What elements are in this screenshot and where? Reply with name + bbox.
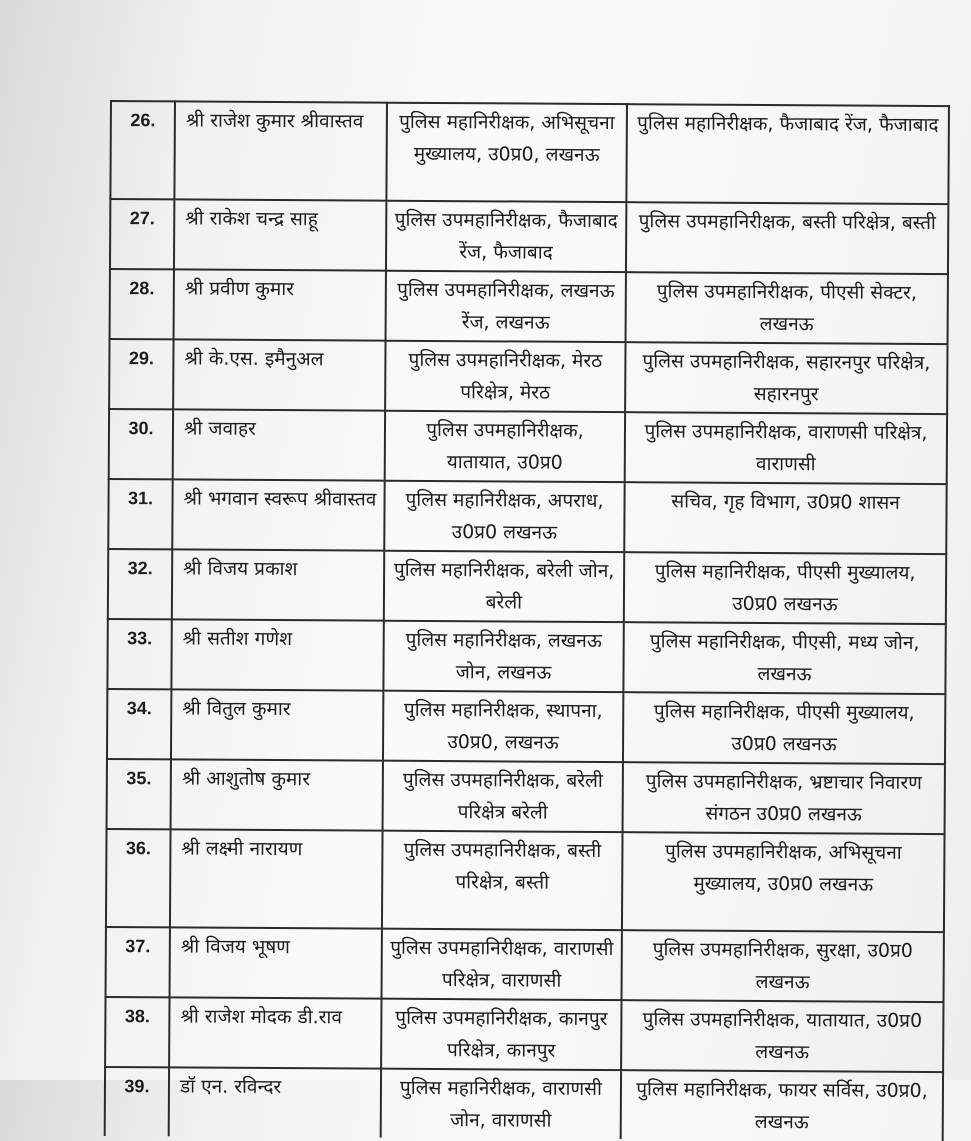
- officer-name-cell: श्री राजेश मोदक डी.राव: [169, 997, 381, 1068]
- officer-name-cell: श्री राकेश चन्द्र साहू: [174, 199, 386, 270]
- serial-number-cell: 39.: [105, 1067, 169, 1136]
- serial-number-cell: 34.: [107, 689, 171, 759]
- current-posting-cell: पुलिस उपमहानिरीक्षक, बस्ती परिक्षेत्र, बस्ती: [382, 831, 623, 930]
- transfer-table-body: [105, 101, 949, 1141]
- table-row: [110, 101, 949, 204]
- table-row: [106, 927, 944, 1002]
- table-row: [105, 1067, 943, 1141]
- officer-name-cell: श्री सतीश गणेश: [171, 619, 383, 690]
- serial-number-cell: 38.: [105, 997, 169, 1067]
- current-posting-cell: पुलिस उपमहानिरीक्षक, यातायात, उ0प्र0: [385, 411, 625, 482]
- serial-number-cell: 35.: [107, 759, 171, 829]
- officer-name-cell: श्री भगवान स्वरूप श्रीवास्तव: [172, 479, 384, 550]
- current-posting-cell: पुलिस महानिरीक्षक, स्थापना, उ0प्र0, लखनऊ: [383, 691, 623, 762]
- table-row: [108, 549, 946, 624]
- new-posting-cell: पुलिस उपमहानिरीक्षक, वाराणसी परिक्षेत्र, वाराणसी: [625, 412, 947, 484]
- officer-name-cell: श्री के.एस. इमैनुअल: [173, 339, 385, 410]
- officer-name-cell: डॉ एन. रविन्दर: [169, 1067, 381, 1137]
- transfer-list-sheet: [104, 100, 948, 1141]
- officer-name-cell: श्री वितुल कुमार: [171, 689, 383, 760]
- officer-name-cell: श्री जवाहर: [173, 409, 385, 480]
- current-posting-cell: पुलिस उपमहानिरीक्षक, फैजाबाद रेंज, फैजाबाद: [386, 201, 626, 272]
- serial-number-cell: 26.: [110, 101, 175, 199]
- officer-name-cell: श्री लक्ष्मी नारायण: [170, 829, 383, 928]
- serial-number-cell: 29.: [109, 339, 173, 409]
- transfer-table: [104, 100, 950, 1141]
- current-posting-cell: पुलिस महानिरीक्षक, अभिसूचना मुख्यालय, उ0प्र0, लखनऊ: [386, 103, 627, 202]
- serial-number-cell: 30.: [109, 409, 173, 479]
- current-posting-cell: पुलिस महानिरीक्षक, वाराणसी जोन, वाराणसी: [381, 1069, 621, 1139]
- new-posting-cell: पुलिस महानिरीक्षक, पीएसी मुख्यालय, उ0प्र0 लखनऊ: [623, 692, 945, 764]
- current-posting-cell: पुलिस उपमहानिरीक्षक, कानपुर परिक्षेत्र, कानपुर: [381, 999, 621, 1070]
- table-row: [106, 829, 945, 932]
- serial-number-cell: 31.: [108, 479, 172, 549]
- table-row: [107, 759, 945, 834]
- table-row: [108, 479, 946, 554]
- officer-name-cell: श्री विजय भूषण: [170, 927, 382, 998]
- table-row: [110, 199, 948, 274]
- current-posting-cell: पुलिस महानिरीक्षक, बरेली जोन, बरेली: [384, 551, 624, 622]
- new-posting-cell: पुलिस उपमहानिरीक्षक, सुरक्षा, उ0प्र0 लखनऊ: [622, 930, 944, 1002]
- current-posting-cell: पुलिस उपमहानिरीक्षक, मेरठ परिक्षेत्र, मेरठ: [385, 341, 625, 412]
- table-row: [107, 689, 945, 764]
- new-posting-cell: पुलिस उपमहानिरीक्षक, भ्रष्टाचार निवारण संगठन उ0प्र0 लखनऊ: [623, 762, 945, 834]
- new-posting-cell: पुलिस उपमहानिरीक्षक, अभिसूचना मुख्यालय, उ0प्र0 लखनऊ: [622, 832, 945, 932]
- officer-name-cell: श्री विजय प्रकाश: [172, 549, 384, 620]
- table-row: [105, 997, 943, 1072]
- new-posting-cell: पुलिस उपमहानिरीक्षक, बस्ती परिक्षेत्र, बस्ती: [626, 202, 948, 274]
- table-row: [109, 339, 947, 414]
- new-posting-cell: पुलिस उपमहानिरीक्षक, सहारनपुर परिक्षेत्र, सहारनपुर: [625, 342, 947, 414]
- table-row: [110, 269, 948, 344]
- current-posting-cell: पुलिस उपमहानिरीक्षक, बरेली परिक्षेत्र बरेली: [383, 761, 623, 832]
- new-posting-cell: पुलिस उपमहानिरीक्षक, यातायात, उ0प्र0 लखनऊ: [621, 1000, 943, 1072]
- serial-number-cell: 28.: [110, 269, 174, 339]
- officer-name-cell: श्री प्रवीण कुमार: [174, 269, 386, 340]
- table-row: [107, 619, 945, 694]
- current-posting-cell: पुलिस महानिरीक्षक, लखनऊ जोन, लखनऊ: [383, 621, 623, 692]
- new-posting-cell: पुलिस उपमहानिरीक्षक, पीएसी सेक्टर, लखनऊ: [626, 272, 948, 344]
- new-posting-cell: पुलिस महानिरीक्षक, फैजाबाद रेंज, फैजाबाद: [626, 104, 949, 204]
- current-posting-cell: पुलिस महानिरीक्षक, अपराध, उ0प्र0 लखनऊ: [384, 481, 624, 552]
- serial-number-cell: 37.: [106, 927, 170, 997]
- serial-number-cell: 27.: [110, 199, 174, 269]
- serial-number-cell: 32.: [108, 549, 172, 619]
- serial-number-cell: 33.: [107, 619, 171, 689]
- new-posting-cell: सचिव, गृह विभाग, उ0प्र0 शासन: [624, 482, 946, 554]
- new-posting-cell: पुलिस महानिरीक्षक, पीएसी मुख्यालय, उ0प्र0 लखनऊ: [624, 552, 946, 624]
- new-posting-cell: पुलिस महानिरीक्षक, पीएसी, मध्य जोन, लखनऊ: [623, 622, 945, 694]
- table-row: [109, 409, 947, 484]
- officer-name-cell: श्री राजेश कुमार श्रीवास्तव: [174, 101, 387, 200]
- serial-number-cell: 36.: [106, 829, 171, 927]
- current-posting-cell: पुलिस उपमहानिरीक्षक, लखनऊ रेंज, लखनऊ: [386, 271, 626, 342]
- current-posting-cell: पुलिस उपमहानिरीक्षक, वाराणसी परिक्षेत्र, वाराणसी: [382, 929, 622, 1000]
- officer-name-cell: श्री आशुतोष कुमार: [171, 759, 383, 830]
- new-posting-cell: पुलिस महानिरीक्षक, फायर सर्विस, उ0प्र0, लखनऊ: [621, 1070, 943, 1141]
